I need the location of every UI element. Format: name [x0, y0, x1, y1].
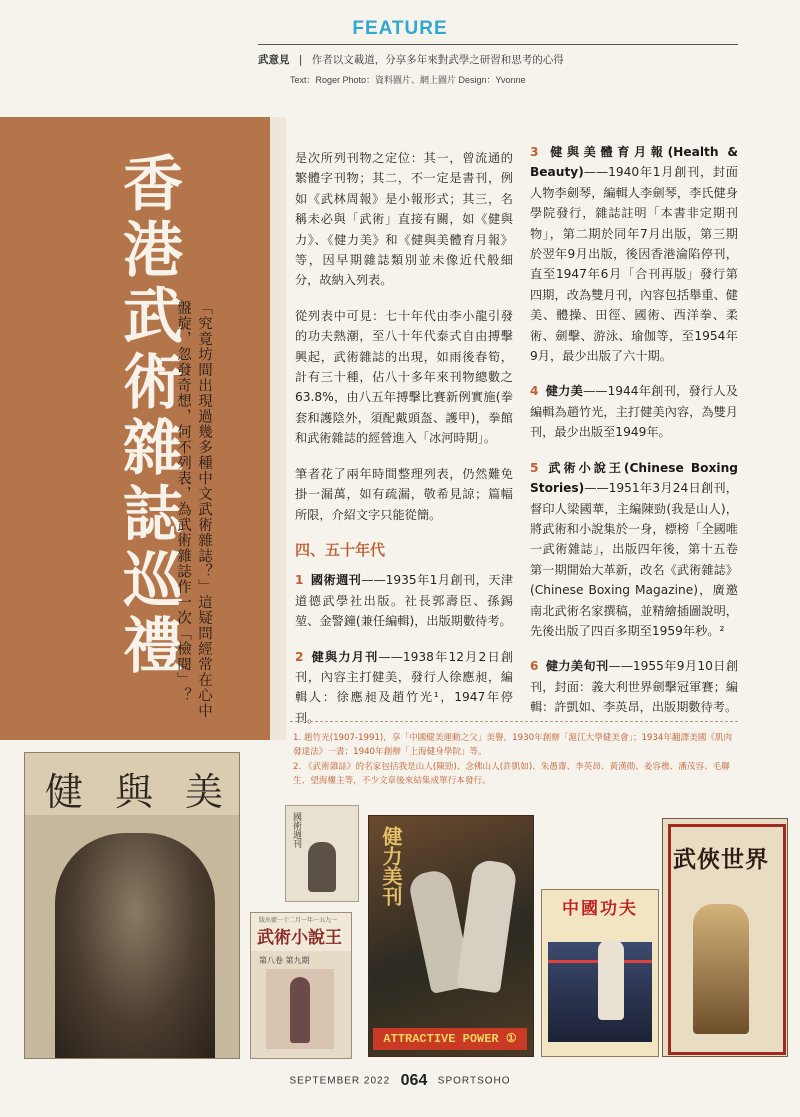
cover-banner-text: ATTRACTIVE POWER ① [373, 1028, 527, 1050]
entry-4: 4 健力美——1944年創刊，發行人及編輯為趙竹光，主打健美內容，為雙月刊，最少出版至1949年。 [530, 384, 738, 440]
title-char: 禮 [123, 612, 183, 682]
cover-chinese-kungfu [541, 889, 659, 1057]
section-heading: 四、五十年代 [295, 540, 386, 559]
title-char: 港 [123, 216, 183, 286]
cover-title: 武術小說王 [257, 928, 342, 948]
footnotes [293, 731, 738, 789]
issue-month: SEPTEMBER 2022 [289, 1075, 391, 1087]
author-desc: 作者以文載道，分享多年來對武學之研習和思考的心得 [311, 54, 564, 66]
cover-jian-li-mei [368, 815, 534, 1057]
title-char: 巡 [123, 546, 183, 616]
cover-title: 國術週刊 [291, 812, 301, 848]
cover-figure [266, 969, 334, 1049]
page-number: 064 [400, 1072, 428, 1089]
cover-title: 武俠世界 [673, 846, 769, 873]
entry-6: 6 健力美旬刊——1955年9月10日創刊，封面：義大利世界劍擊冠軍賽；編輯：許凱如、李英昂，出版期數待考。 [530, 659, 739, 715]
entry-1: 1 國術週刊——1935年1月創刊，天津道德武學社出版。社長郭壽臣、孫錫堃、金警鐘(兼任編輯)，出版期數待考。 [295, 573, 513, 629]
cover-wushu-novel [250, 912, 352, 1059]
cover-jian-yu-mei [24, 752, 240, 1059]
column-left [295, 148, 513, 743]
entry-2: 2 健與力月刊——1938年12月2日創刊，內容主打健美，發行人徐應昶，編輯人：徐應昶及趙竹光¹，1947年停刊。 [295, 649, 514, 725]
cover-figure [308, 842, 336, 892]
title-char: 術 [123, 348, 183, 418]
cover-title: 中國功夫 [562, 899, 638, 919]
cover-wuxia-world [662, 818, 788, 1057]
author-name: 武意見 [258, 54, 290, 66]
cover-guoshu-weekly [285, 805, 359, 902]
credits: Text：Roger Photo：資料圖片、網上圖片 Design：Yvonne [290, 75, 526, 85]
title-char: 誌 [123, 480, 183, 550]
cover-issue: 第八卷 第九期 [259, 956, 310, 965]
brand-name: SPORTSOHO [437, 1075, 511, 1087]
entry-5: 5 武術小說王(Chinese Boxing Stories)——1951年3月24日創刊，督印人梁國華，主編陳勁(我是山人)，將武術和小說集於一身，標榜「全國唯一武術雜誌」，出版四年後，第十五卷第一期開始大革新，改名《武術雜誌》(Chinese Boxing Magazine)，廣邀南北武術名家撰稿，並精繪插圖說明，先後出版了四百多期至1959年秒。² [530, 460, 738, 638]
cover-title-char: 美 [185, 770, 224, 814]
title-char: 雜 [123, 414, 183, 484]
footnote-divider [290, 721, 738, 722]
footnote-2: 2. 《武術雜誌》的名家包括我是山人(陳勁)、念佛山人(許凱如)、朱愚齋、李英昂、黃漢勛、姜容樵、潘茂容、毛聯生、望海樓主等，不少文章後來結集成單行本發行。 [293, 762, 730, 786]
paragraph: 是次所列刊物之定位：其一，曾流通的繁體字刊物；其二，不一定是書刊，例如《武林周報》是小報形式；其三，名稱未必與「武術」直接有關，如《健與力》、《健力美》和《健與美體育月報》等，因早期雜誌類別並未像近代般細分，故納入列表。 [295, 151, 513, 288]
cover-issue-line: 版出號一十二月一年一五九一 [259, 917, 338, 924]
cover-fighter [598, 940, 624, 1020]
cover-fencer-right [456, 859, 518, 994]
paragraph: 從列表中可見：七十年代由李小龍引發的功夫熱潮，至八十年代泰式自由搏擊興起，武術雜誌的出現，如雨後春筍，計有三十種，佔八十多年來刊物總數之63.8%，由八五年搏擊比賽新例實施(拳套和護陰外，須配戴頭盔、護甲)，拳館和武術雜誌的經營進入「冰河時期」。 [295, 308, 513, 446]
cover-photo-bodybuilder [55, 833, 215, 1058]
cover-logo: 健力美刊 [379, 826, 403, 906]
cover-title-char: 與 [115, 770, 154, 814]
cover-figure [693, 904, 749, 1034]
cover-title-char: 健 [45, 770, 84, 814]
paragraph: 筆者花了兩年時間整理列表，仍然難免掛一漏萬，如有疏漏，敬希見諒；篇幅所限，介紹文字只能從簡。 [295, 466, 513, 522]
title-char: 香 [123, 150, 183, 220]
entry-3: 3 健與美體育月報(Health & Beauty)——1940年1月創刊，封面人物李劍琴，編輯人李劍琴，李氏健身學院發行，雜誌註明「本書非定期刊物」，第二期於同年7月出版，第三期於翌年9月出版，後因香港淪陷停刊，直至1947年6月「合刊再版」發行第四期，改為雙月刊，內容包括舉重、健美、體操、田徑、國術、西洋拳、柔術、劍擊、游泳、瑜伽等，至1954年9月，最少出版了六十期。 [530, 145, 738, 364]
panel-strip [270, 117, 286, 740]
section-label: FEATURE [352, 18, 448, 39]
article-subtitle: 「究竟坊間出現過幾多種中文武術雜誌？」這疑問經常在心中盤旋，忽發奇想，何不列表，為武術雜誌作一次「檢閱」？ [175, 300, 212, 719]
page-footer [0, 1072, 800, 1090]
author-line: 武意見 | 作者以文載道，分享多年來對武學之研習和思考的心得 [258, 54, 564, 66]
footnote-1: 1. 趙竹光(1907-1991)，享「中國健美運動之父」美譽，1930年創辦「滬江大學健美會」；1934年翻譯美國《肌肉發達法》一書；1940年創辦「上海健身學院」等。 [293, 733, 733, 757]
header-rule [258, 44, 738, 45]
title-char: 武 [123, 282, 183, 352]
column-right [530, 142, 738, 733]
